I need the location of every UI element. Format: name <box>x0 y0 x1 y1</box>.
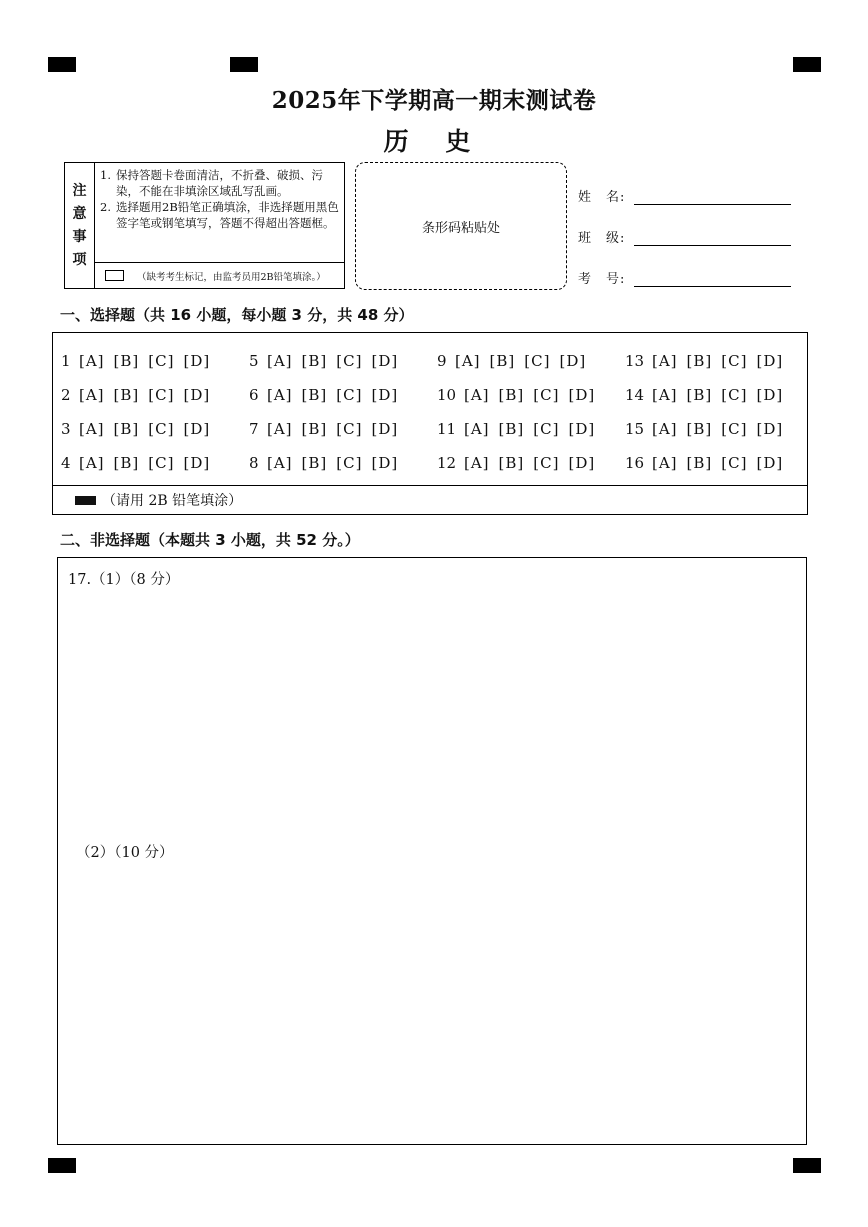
mc-question-6 <box>249 386 407 404</box>
mc-option-c[interactable]: [C] <box>336 352 363 370</box>
mc-option-a[interactable]: [A] <box>464 454 490 472</box>
subject-title: 历 史 <box>383 127 485 156</box>
info-field-exam-number[interactable]: 考 号: <box>578 268 791 287</box>
mc-option-c[interactable]: [C] <box>524 352 551 370</box>
mc-option-d[interactable]: [D] <box>756 386 784 404</box>
mc-option-c[interactable]: [C] <box>721 454 748 472</box>
mc-question-11 <box>437 420 604 438</box>
registration-mark-top-right <box>793 57 821 72</box>
mc-question-12 <box>437 454 604 472</box>
mc-option-d[interactable]: [D] <box>183 352 211 370</box>
mc-option-a[interactable]: [A] <box>79 386 105 404</box>
section2-title: 二、非选择题（本题共 3 小题，共 52 分。） <box>60 531 360 549</box>
mc-option-d[interactable]: [D] <box>183 420 211 438</box>
mc-question-9 <box>437 352 595 370</box>
section1-title: 一、选择题（共 16 小题，每小题 3 分，共 48 分） <box>60 306 414 324</box>
fill-example-swatch <box>75 496 96 505</box>
registration-mark-bottom-left <box>48 1158 76 1173</box>
mc-option-c[interactable]: [C] <box>533 420 560 438</box>
mc-option-c[interactable]: [C] <box>148 420 175 438</box>
mc-option-c[interactable]: [C] <box>721 352 748 370</box>
mc-option-d[interactable]: [D] <box>371 420 399 438</box>
mc-option-c[interactable]: [C] <box>336 420 363 438</box>
registration-mark-bottom-right <box>793 1158 821 1173</box>
mc-question-10 <box>437 386 604 404</box>
mc-option-a[interactable]: [A] <box>79 352 105 370</box>
mc-option-a[interactable]: [A] <box>464 386 490 404</box>
multiple-choice-box <box>52 332 808 515</box>
mc-option-d[interactable]: [D] <box>756 454 784 472</box>
mc-option-a[interactable]: [A] <box>79 420 105 438</box>
mc-option-a[interactable]: [A] <box>267 420 293 438</box>
mc-option-a[interactable]: [A] <box>79 454 105 472</box>
mc-option-d[interactable]: [D] <box>756 352 784 370</box>
mc-option-c[interactable]: [C] <box>533 386 560 404</box>
mc-option-b[interactable]: [B] <box>498 386 525 404</box>
answer-box-q17[interactable] <box>57 557 807 1145</box>
mc-option-b[interactable]: [B] <box>498 420 525 438</box>
mc-option-c[interactable]: [C] <box>148 386 175 404</box>
mc-question-8 <box>249 454 407 472</box>
mc-option-d[interactable]: [D] <box>183 454 211 472</box>
registration-mark-top-left <box>48 57 76 72</box>
registration-mark-top-center <box>230 57 258 72</box>
mc-option-c[interactable]: [C] <box>721 420 748 438</box>
mc-option-b[interactable]: [B] <box>113 420 140 438</box>
absent-mark-text: （缺考考生标记，由监考员用2B铅笔填涂。） <box>137 271 326 283</box>
mc-question-4 <box>61 454 219 472</box>
mc-question-number: 1 <box>61 352 71 370</box>
mc-option-b[interactable]: [B] <box>686 420 713 438</box>
mc-question-13 <box>625 352 792 370</box>
mc-question-number: 2 <box>61 386 71 404</box>
mc-option-c[interactable]: [C] <box>533 454 560 472</box>
mc-option-b[interactable]: [B] <box>686 352 713 370</box>
mc-option-a[interactable]: [A] <box>652 352 678 370</box>
mc-question-number: 13 <box>625 352 645 370</box>
absent-mark-row <box>95 263 344 288</box>
mc-option-b[interactable]: [B] <box>113 352 140 370</box>
mc-question-number: 10 <box>437 386 457 404</box>
notes-label: 注 意 事 项 <box>65 163 95 288</box>
mc-question-15 <box>625 420 792 438</box>
mc-question-7 <box>249 420 407 438</box>
notes-body <box>95 163 344 263</box>
info-field-name[interactable]: 姓 名: <box>578 186 791 205</box>
mc-question-14 <box>625 386 792 404</box>
mc-option-b[interactable]: [B] <box>113 386 140 404</box>
page-title: 2025年下学期高一期末测试卷 <box>271 87 597 114</box>
fill-instruction: （请用 2B 铅笔填涂） <box>75 490 242 510</box>
mc-option-a[interactable]: [A] <box>267 386 293 404</box>
mc-question-number: 3 <box>61 420 71 438</box>
mc-question-1 <box>61 352 219 370</box>
mc-option-d[interactable]: [D] <box>568 386 596 404</box>
mc-option-a[interactable]: [A] <box>652 454 678 472</box>
q17-part1-label: 17.（1）（8 分） <box>68 572 180 588</box>
mc-option-d[interactable]: [D] <box>371 352 399 370</box>
mc-question-number: 9 <box>437 352 447 370</box>
mc-option-c[interactable]: [C] <box>336 386 363 404</box>
mc-option-c[interactable]: [C] <box>148 352 175 370</box>
mc-option-b[interactable]: [B] <box>301 386 328 404</box>
info-field-class[interactable]: 班 级: <box>578 227 791 246</box>
mc-option-a[interactable]: [A] <box>267 454 293 472</box>
exam-number-input-line[interactable] <box>634 272 791 287</box>
absent-mark-checkbox[interactable] <box>105 270 124 281</box>
mc-question-number: 12 <box>437 454 457 472</box>
mc-option-b[interactable]: [B] <box>301 420 328 438</box>
note-item: 2. 选择题用2B铅笔正确填涂，非选择题用黑色签字笔或钢笔填写，答题不得超出答题框。 <box>100 200 339 230</box>
mc-question-number: 5 <box>249 352 259 370</box>
mc-option-b[interactable]: [B] <box>301 454 328 472</box>
mc-question-number: 11 <box>437 420 457 438</box>
q17-part2-label: （2）（10 分） <box>76 845 174 861</box>
mc-question-number: 14 <box>625 386 645 404</box>
notes-box <box>64 162 345 289</box>
barcode-label: 条形码粘贴处 <box>421 220 500 236</box>
barcode-area <box>355 162 567 290</box>
mc-option-c[interactable]: [C] <box>336 454 363 472</box>
mc-question-number: 8 <box>249 454 259 472</box>
note-item: 1. 保持答题卡卷面清洁，不折叠、破损、污染，不能在非填涂区域乱写乱画。 <box>100 168 323 198</box>
mc-option-c[interactable]: [C] <box>148 454 175 472</box>
mc-question-5 <box>249 352 407 370</box>
mc-option-d[interactable]: [D] <box>183 386 211 404</box>
mc-option-d[interactable]: [D] <box>756 420 784 438</box>
mc-option-b[interactable]: [B] <box>498 454 525 472</box>
mc-question-2 <box>61 386 219 404</box>
mc-option-d[interactable]: [D] <box>568 420 596 438</box>
mc-question-number: 6 <box>249 386 259 404</box>
mc-option-d[interactable]: [D] <box>568 454 596 472</box>
mc-question-3 <box>61 420 219 438</box>
mc-option-c[interactable]: [C] <box>721 386 748 404</box>
mc-question-number: 15 <box>625 420 645 438</box>
name-input-line[interactable] <box>634 190 791 205</box>
mc-option-a[interactable]: [A] <box>455 352 481 370</box>
mc-option-a[interactable]: [A] <box>267 352 293 370</box>
mc-separator <box>53 485 807 486</box>
mc-question-number: 4 <box>61 454 71 472</box>
mc-option-b[interactable]: [B] <box>489 352 516 370</box>
mc-question-number: 16 <box>625 454 645 472</box>
mc-option-a[interactable]: [A] <box>652 386 678 404</box>
class-input-line[interactable] <box>634 231 791 246</box>
mc-question-16 <box>625 454 792 472</box>
mc-question-number: 7 <box>249 420 259 438</box>
mc-option-b[interactable]: [B] <box>686 386 713 404</box>
mc-option-d[interactable]: [D] <box>371 454 399 472</box>
mc-option-b[interactable]: [B] <box>113 454 140 472</box>
mc-option-d[interactable]: [D] <box>371 386 399 404</box>
mc-option-a[interactable]: [A] <box>652 420 678 438</box>
mc-option-a[interactable]: [A] <box>464 420 490 438</box>
mc-option-d[interactable]: [D] <box>559 352 587 370</box>
mc-option-b[interactable]: [B] <box>686 454 713 472</box>
mc-option-b[interactable]: [B] <box>301 352 328 370</box>
